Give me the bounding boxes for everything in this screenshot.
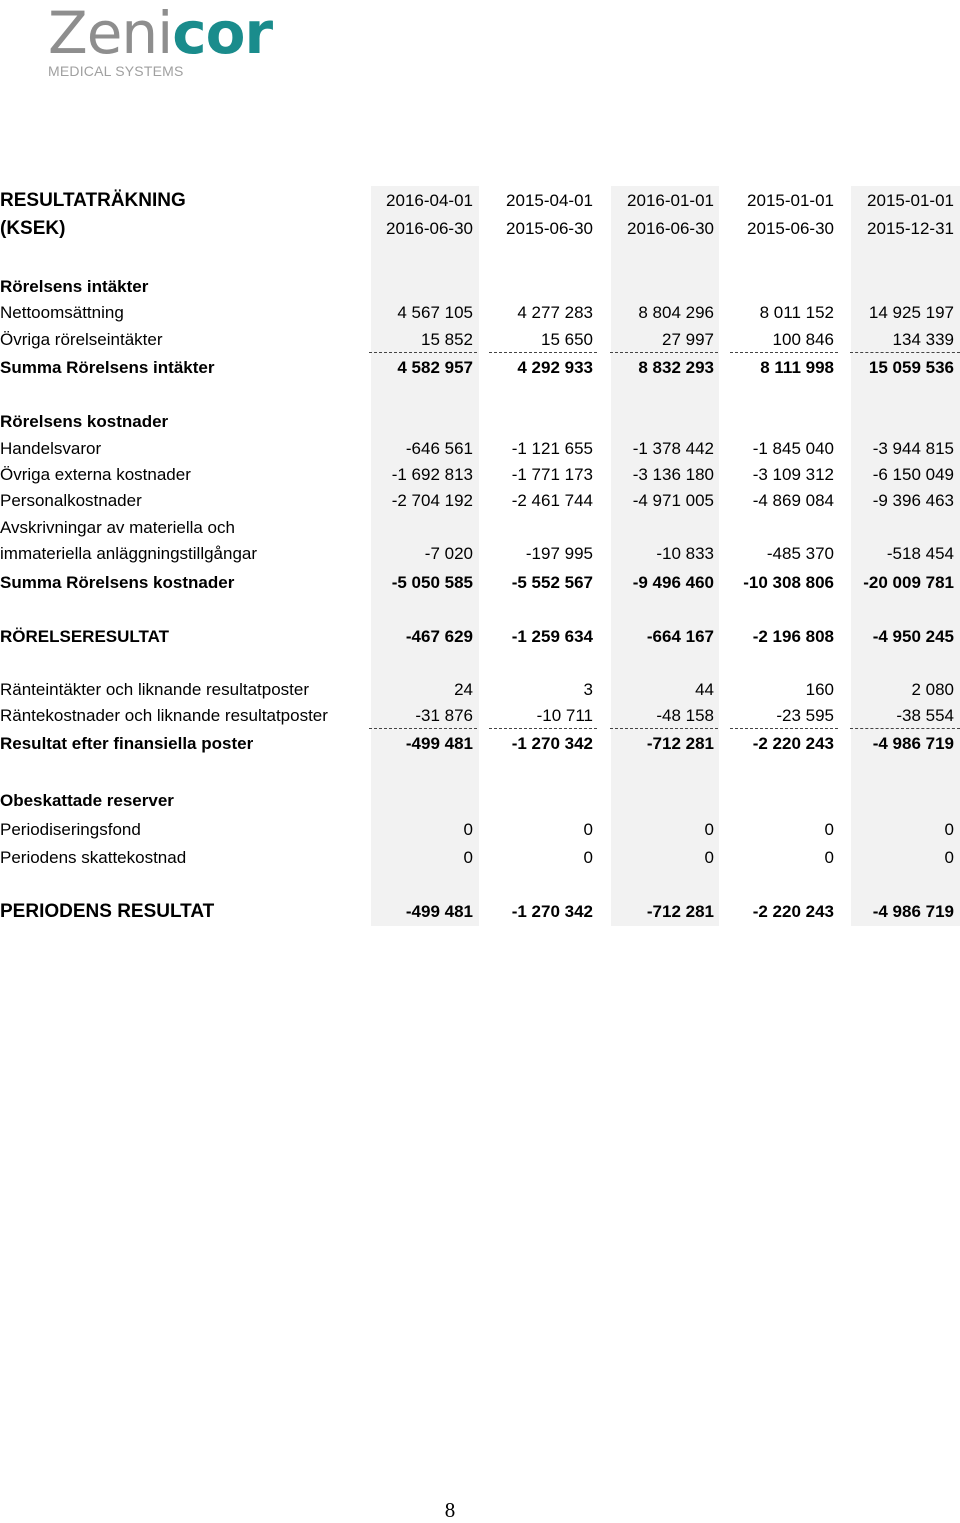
cell-value: 4 567 105	[397, 303, 473, 322]
subtotal-row	[0, 355, 960, 381]
cell-value: -1 771 173	[511, 465, 593, 484]
cell-value: -10 833	[656, 544, 714, 563]
table-row	[0, 488, 960, 514]
cell-value: -1 270 342	[511, 734, 593, 753]
period-from: 2015-01-01	[747, 191, 834, 210]
cell-value: -2 461 744	[511, 491, 593, 510]
cell-value: 2 080	[911, 680, 954, 699]
subtotal-rule	[610, 728, 718, 729]
cell-value: -485 370	[766, 544, 834, 563]
cell-value: 0	[944, 848, 954, 867]
cell-value: 8 804 296	[638, 303, 714, 322]
period-to: 2015-06-30	[747, 219, 834, 238]
cell-value: -48 158	[656, 706, 714, 725]
cell-value: 0	[704, 820, 714, 839]
row-label: Summa Rörelsens intäkter	[0, 358, 215, 377]
cell-value: 0	[463, 848, 473, 867]
row-label: Övriga rörelseintäkter	[0, 330, 163, 349]
cell-value: -1 270 342	[511, 902, 593, 921]
cell-value: 15 059 536	[868, 358, 954, 377]
cell-value: -23 595	[776, 706, 834, 725]
table-row	[0, 703, 960, 729]
row-label: Personalkostnader	[0, 491, 142, 510]
row-label: Ränteintäkter och liknande resultatposter	[0, 680, 310, 699]
cell-value: -6 150 049	[872, 465, 954, 484]
row-label: immateriella anläggningstillgångar	[0, 544, 258, 563]
cell-value: 44	[695, 680, 714, 699]
cell-value: -3 944 815	[872, 439, 954, 458]
cell-value: -1 121 655	[511, 439, 593, 458]
cell-value: -20 009 781	[863, 573, 954, 592]
cell-value: -1 692 813	[391, 465, 473, 484]
cell-value: -7 020	[424, 544, 473, 563]
subtotal-rule	[489, 728, 597, 729]
period-to: 2016-06-30	[386, 219, 473, 238]
cell-value: 15 852	[421, 330, 473, 349]
cell-value: -197 995	[525, 544, 593, 563]
cell-value: -2 220 243	[752, 902, 834, 921]
cell-value: -1 845 040	[752, 439, 834, 458]
period-to: 2015-12-31	[867, 219, 954, 238]
company-logo	[48, 0, 273, 79]
section-heading-costs	[0, 409, 960, 435]
table-row	[0, 436, 960, 462]
period-from: 2016-04-01	[386, 191, 473, 210]
cell-value: -5 050 585	[391, 573, 473, 592]
cell-value: -1 259 634	[511, 627, 593, 646]
logo-wordmark	[48, 0, 273, 67]
cell-value: 0	[463, 820, 473, 839]
cell-value: -499 481	[405, 734, 473, 753]
cell-value: -31 876	[415, 706, 473, 725]
cell-value: -499 481	[405, 902, 473, 921]
logo-word-part2: cor	[172, 0, 273, 67]
period-from: 2016-01-01	[627, 191, 714, 210]
logo-tagline: MEDICAL SYSTEMS	[48, 63, 184, 79]
subtotal-rule	[369, 728, 477, 729]
statement-title: RESULTATRÄKNING	[0, 190, 186, 211]
subtotal-rule	[369, 352, 477, 353]
cell-value: -712 281	[646, 734, 714, 753]
cell-value: 100 846	[772, 330, 834, 349]
cell-value: 15 650	[541, 330, 593, 349]
row-label: Summa Rörelsens kostnader	[0, 573, 235, 592]
cell-value: -9 396 463	[872, 491, 954, 510]
cell-value: -2 704 192	[391, 491, 473, 510]
cell-value: -4 986 719	[872, 902, 954, 921]
cell-value: -2 196 808	[752, 627, 834, 646]
table-row	[0, 462, 960, 488]
operating-result-row	[0, 624, 960, 650]
cell-value: -3 109 312	[752, 465, 834, 484]
cell-value: -1 378 442	[632, 439, 714, 458]
header-row-from	[0, 188, 960, 214]
table-row	[0, 327, 960, 353]
period-to: 2015-06-30	[506, 219, 593, 238]
cell-value: 0	[583, 848, 593, 867]
section-heading-reserves	[0, 788, 960, 814]
cell-value: 4 277 283	[517, 303, 593, 322]
row-label: Handelsvaror	[0, 439, 102, 458]
cell-value: -646 561	[405, 439, 473, 458]
table-row	[0, 677, 960, 703]
row-label: Nettoomsättning	[0, 303, 124, 322]
cell-value: 134 339	[892, 330, 954, 349]
logo-word-part1: Zeni	[48, 0, 173, 67]
cell-value: -664 167	[646, 627, 714, 646]
table-row	[0, 845, 960, 871]
cell-value: -518 454	[886, 544, 954, 563]
cell-value: -10 711	[536, 706, 593, 725]
statement-currency: (KSEK)	[0, 218, 66, 239]
cell-value: 14 925 197	[868, 303, 954, 322]
cell-value: -4 869 084	[752, 491, 834, 510]
cell-value: -38 554	[896, 706, 954, 725]
row-label: Övriga externa kostnader	[0, 465, 191, 484]
period-result-row	[0, 899, 960, 925]
cell-value: -4 950 245	[872, 627, 954, 646]
subtotal-rule	[610, 352, 718, 353]
cell-value: 160	[805, 680, 834, 699]
cell-value: 4 292 933	[517, 358, 593, 377]
cell-value: 0	[824, 848, 834, 867]
row-label: Obeskattade reserver	[0, 791, 174, 810]
cell-value: -5 552 567	[511, 573, 593, 592]
header-row-to	[0, 216, 960, 242]
cell-value: -4 986 719	[872, 734, 954, 753]
cell-value: -10 308 806	[743, 573, 834, 592]
period-to: 2016-06-30	[627, 219, 714, 238]
subtotal-rule	[730, 352, 838, 353]
row-label: Periodiseringsfond	[0, 820, 141, 839]
cell-value: 8 832 293	[638, 358, 714, 377]
table-row	[0, 515, 960, 541]
row-label: Rörelsens kostnader	[0, 412, 169, 431]
cell-value: 0	[824, 820, 834, 839]
row-label: Resultat efter finansiella poster	[0, 734, 254, 753]
row-label: Rörelsens intäkter	[0, 277, 149, 296]
subtotal-rule	[850, 352, 960, 353]
cell-value: 0	[583, 820, 593, 839]
table-row	[0, 300, 960, 326]
subtotal-row	[0, 570, 960, 596]
cell-value: -2 220 243	[752, 734, 834, 753]
cell-value: 8 011 152	[759, 303, 834, 322]
cell-value: 24	[454, 680, 473, 699]
row-label: RÖRELSERESULTAT	[0, 627, 170, 646]
row-label: Periodens skattekostnad	[0, 848, 187, 867]
row-label: Avskrivningar av materiella och	[0, 518, 235, 537]
period-from: 2015-01-01	[867, 191, 954, 210]
cell-value: -3 136 180	[632, 465, 714, 484]
cell-value: 8 111 998	[760, 358, 834, 377]
subtotal-rule	[850, 728, 960, 729]
cell-value: 3	[583, 680, 593, 699]
section-heading-income	[0, 274, 960, 300]
cell-value: 4 582 957	[397, 358, 473, 377]
cell-value: -467 629	[405, 627, 473, 646]
row-label: PERIODENS RESULTAT	[0, 901, 215, 922]
subtotal-rule	[730, 728, 838, 729]
table-row	[0, 541, 960, 567]
row-label: Räntekostnader och liknande resultatposter	[0, 706, 328, 725]
subtotal-row	[0, 731, 960, 757]
cell-value: 0	[944, 820, 954, 839]
period-from: 2015-04-01	[506, 191, 593, 210]
page-number: 8	[444, 1498, 456, 1522]
cell-value: 27 997	[662, 330, 714, 349]
cell-value: -712 281	[646, 902, 714, 921]
subtotal-rule	[489, 352, 597, 353]
cell-value: 0	[704, 848, 714, 867]
table-row	[0, 817, 960, 843]
cell-value: -9 496 460	[632, 573, 714, 592]
cell-value: -4 971 005	[632, 491, 714, 510]
